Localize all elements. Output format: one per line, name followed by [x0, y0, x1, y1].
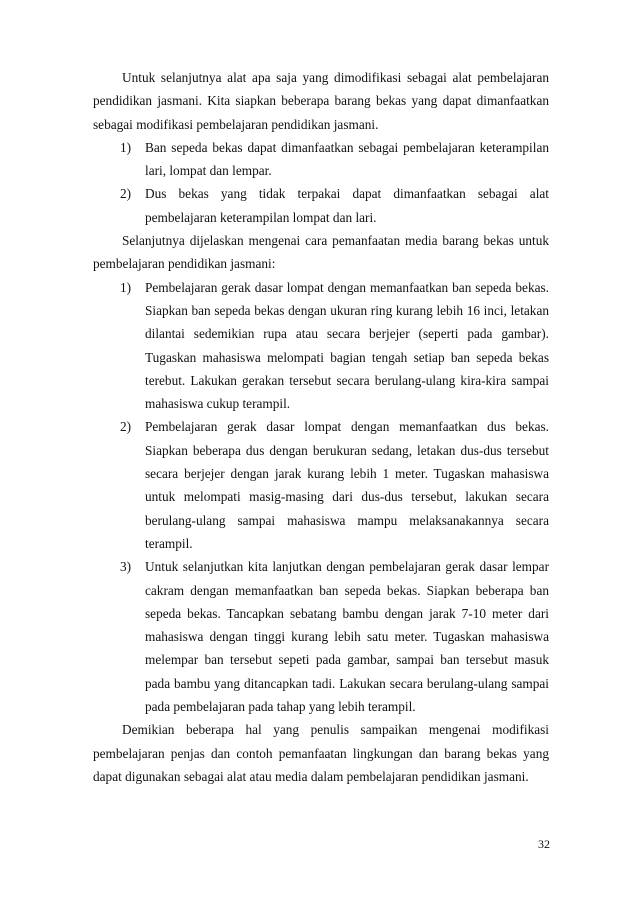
list-item-text: Ban sepeda bekas dapat dimanfaatkan sebagai pembelajaran keterampilan lari, lompat dan lempar.	[145, 139, 549, 179]
list-item-text: Pembelajaran gerak dasar lompat dengan memanfaatkan dus bekas. Siapkan beberapa dus dengan berukuran sedang, letakan dus-dus tersebut secara berjejer dengan jarak kurang lebih 1 meter. Tugaskan mahasiswa untuk melompati masig-masing dari dus-dus tersebut, lakukan secara berulang-ulang sampai mahasiswa mampu melaksanakannya secara terampil.	[145, 419, 549, 551]
list-item	[93, 136, 549, 183]
item-list-steps	[93, 276, 549, 719]
list-item	[93, 415, 549, 555]
paragraph-usage: Selanjutnya dijelaskan mengenai cara pemanfaatan media barang bekas untuk pembelajaran pendidikan jasmani:	[93, 233, 549, 272]
list-item	[93, 555, 549, 718]
page-number: 32	[538, 837, 550, 851]
list-item-text: Untuk selanjutkan kita lanjutkan dengan pembelajaran gerak dasar lempar cakram dengan memanfaatkan ban sepeda bekas. Siapkan beberapa ban sepeda bekas. Tancapkan sebatang bambu dengan jarak 7-10 meter dari mahasiswa dengan tinggi kurang lebih satu meter. Tugaskan mahasiswa melempar ban tersebut sepeti pada gambar, sampai ban tersebut masuk pada bambu yang ditancapkan tadi. Lakukan secara berulang-ulang sampai pada pembelajaran pada tahap yang lebih terampil.	[145, 559, 549, 715]
list-item-text: Pembelajaran gerak dasar lompat dengan memanfaatkan ban sepeda bekas. Siapkan ban sepeda bekas dengan ukuran ring kurang lebih 16 inci, letakan dilantai sedemikian rupa atau secara berjejer (seperti pada gambar). Tugaskan mahasiswa melompati bagian tengah setiap ban sepeda bekas terebut. Lakukan gerakan tersebut secara berulang-ulang kira-kira sampai mahasiswa cukup terampil.	[145, 279, 549, 412]
paragraph-intro: Untuk selanjutnya alat apa saja yang dimodifikasi sebagai alat pembelajaran pendidikan jasmani. Kita siapkan beberapa barang bekas yang dapat dimanfaatkan sebagai modifikasi pembelajaran pendidikan jasmani.	[93, 70, 549, 132]
item-list-media	[93, 136, 549, 229]
list-item-number: 1)	[120, 139, 132, 155]
page-content	[93, 66, 549, 788]
list-item-number: 3)	[120, 559, 132, 575]
paragraph-closing: Demikian beberapa hal yang penulis sampaikan mengenai modifikasi pembelajaran penjas dan contoh pemanfaatan lingkungan dan barang bekas yang dapat digunakan sebagai alat atau media dalam pembelajaran pendidikan jasmani.	[93, 722, 549, 784]
list-item-number: 1)	[120, 279, 132, 295]
list-item	[93, 182, 549, 229]
list-item-number: 2)	[120, 186, 132, 202]
list-item-text: Dus bekas yang tidak terpakai dapat dimanfaatkan sebagai alat pembelajaran keterampilan lompat dan lari.	[145, 186, 549, 225]
list-item	[93, 276, 549, 416]
list-item-number: 2)	[120, 419, 132, 435]
